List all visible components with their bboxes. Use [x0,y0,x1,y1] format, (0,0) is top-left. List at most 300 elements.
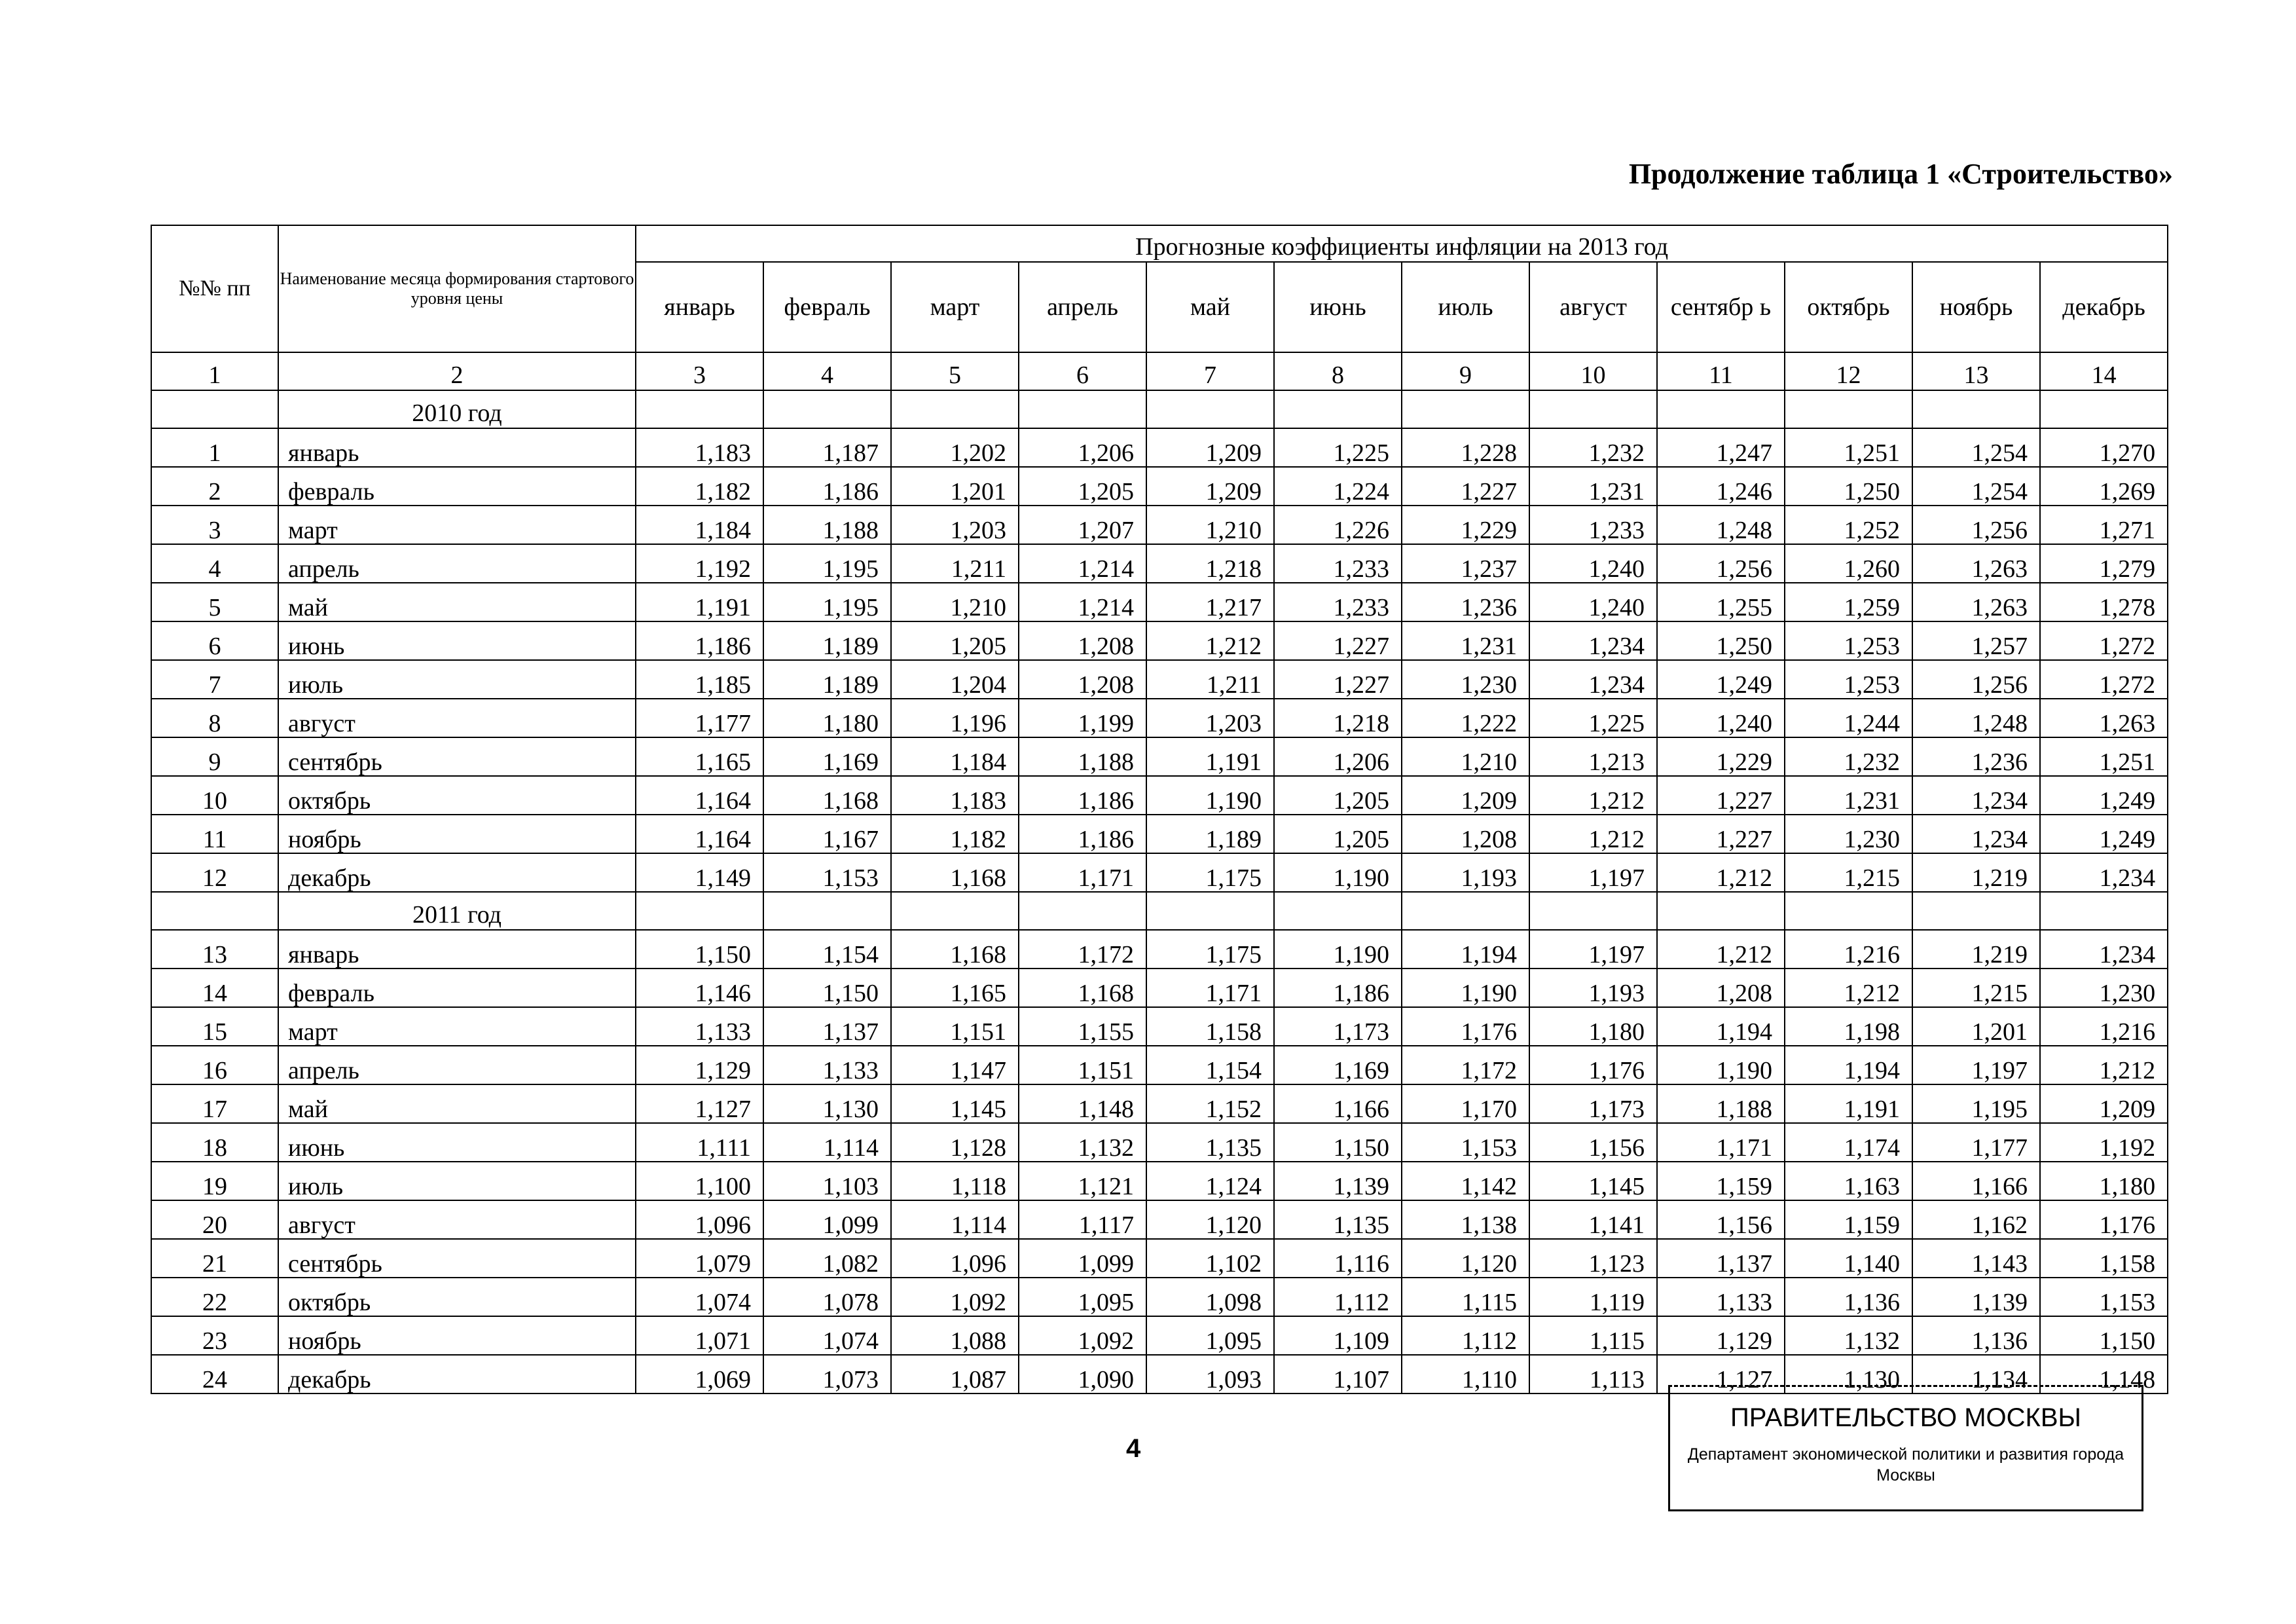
coefficient-cell: 1,215 [1912,969,2040,1007]
row-month-cell: июнь [278,1123,636,1162]
coefficient-cell: 1,115 [1402,1278,1529,1316]
table-row [151,969,2168,1007]
row-number-cell: 23 [151,1316,278,1355]
coefficient-cell: 1,192 [2040,1123,2168,1162]
row-month-cell: февраль [278,467,636,506]
coefficient-cell: 1,263 [1912,544,2040,583]
document-title: Продолжение таблица 1 «Строительство» [1628,158,2173,190]
empty-cell [1657,390,1785,428]
coefficient-cell: 1,136 [1785,1278,1912,1316]
coefficient-cell: 1,191 [1785,1084,1912,1123]
coefficient-cell: 1,271 [2040,506,2168,544]
coefficient-cell: 1,127 [636,1084,763,1123]
coefficient-cell: 1,192 [636,544,763,583]
coefficient-cell: 1,100 [636,1162,763,1200]
coefficient-cell: 1,175 [1146,930,1274,969]
coefficient-cell: 1,186 [1019,815,1146,853]
coefficient-cell: 1,233 [1274,583,1402,621]
empty-cell [1402,892,1529,930]
coefficient-cell: 1,227 [1657,815,1785,853]
coefficient-cell: 1,247 [1657,428,1785,467]
coefficient-cell: 1,232 [1785,737,1912,776]
column-index-cell: 11 [1657,352,1785,390]
coefficient-cell: 1,171 [1657,1123,1785,1162]
coefficient-cell: 1,212 [1529,815,1657,853]
column-header-month: август [1529,262,1657,352]
coefficient-cell: 1,129 [636,1046,763,1084]
coefficient-cell: 1,225 [1274,428,1402,467]
coefficient-cell: 1,208 [1657,969,1785,1007]
coefficient-cell: 1,212 [2040,1046,2168,1084]
row-month-cell: март [278,1007,636,1046]
coefficient-cell: 1,209 [2040,1084,2168,1123]
coefficient-cell: 1,156 [1657,1200,1785,1239]
coefficient-cell: 1,229 [1657,737,1785,776]
coefficient-cell: 1,194 [1657,1007,1785,1046]
coefficient-cell: 1,224 [1274,467,1402,506]
table-row [151,815,2168,853]
coefficient-cell: 1,248 [1912,699,2040,737]
row-number-cell: 10 [151,776,278,815]
row-month-cell: май [278,1084,636,1123]
coefficient-cell: 1,176 [2040,1200,2168,1239]
column-index-cell: 8 [1274,352,1402,390]
coefficient-cell: 1,212 [1657,853,1785,892]
column-header-month: февраль [763,262,891,352]
coefficient-cell: 1,135 [1274,1200,1402,1239]
row-number-cell: 24 [151,1355,278,1393]
coefficient-cell: 1,130 [1785,1355,1912,1393]
coefficient-cell: 1,095 [1019,1278,1146,1316]
row-month-cell: июль [278,660,636,699]
table-row [151,1316,2168,1355]
coefficient-cell: 1,195 [763,583,891,621]
column-header-month: июнь [1274,262,1402,352]
table-row [151,506,2168,544]
coefficient-cell: 1,173 [1274,1007,1402,1046]
table-row [151,776,2168,815]
empty-cell [1657,892,1785,930]
coefficient-cell: 1,217 [1146,583,1274,621]
coefficient-cell: 1,201 [891,467,1019,506]
empty-cell [891,390,1019,428]
coefficient-cell: 1,180 [1529,1007,1657,1046]
empty-cell [1146,390,1274,428]
coefficient-cell: 1,092 [891,1278,1019,1316]
coefficient-cell: 1,154 [1146,1046,1274,1084]
table-row [151,1200,2168,1239]
coefficient-cell: 1,231 [1785,776,1912,815]
empty-cell [1529,390,1657,428]
coefficient-cell: 1,196 [891,699,1019,737]
coefficient-cell: 1,205 [1274,776,1402,815]
coefficient-cell: 1,212 [1657,930,1785,969]
coefficient-cell: 1,212 [1529,776,1657,815]
coefficient-cell: 1,172 [1019,930,1146,969]
coefficient-cell: 1,087 [891,1355,1019,1393]
column-index-cell: 9 [1402,352,1529,390]
coefficient-cell: 1,120 [1146,1200,1274,1239]
row-month-cell: июль [278,1162,636,1200]
coefficient-cell: 1,150 [2040,1316,2168,1355]
coefficient-cell: 1,133 [636,1007,763,1046]
coefficient-cell: 1,171 [1019,853,1146,892]
coefficient-cell: 1,253 [1785,660,1912,699]
coefficient-cell: 1,234 [1912,815,2040,853]
coefficient-cell: 1,188 [763,506,891,544]
coefficient-cell: 1,168 [763,776,891,815]
coefficient-cell: 1,227 [1274,660,1402,699]
coefficient-cell: 1,214 [1019,583,1146,621]
row-month-cell: март [278,506,636,544]
empty-cell [1912,892,2040,930]
coefficient-cell: 1,139 [1912,1278,2040,1316]
year-label: 2010 год [278,390,636,428]
column-header-name: Наименование месяца формирования стартового уровня цены [278,225,636,352]
coefficient-cell: 1,109 [1274,1316,1402,1355]
coefficient-cell: 1,250 [1657,621,1785,660]
table-row [151,544,2168,583]
coefficient-cell: 1,099 [1019,1239,1146,1278]
coefficient-cell: 1,257 [1912,621,2040,660]
row-month-cell: сентябрь [278,1239,636,1278]
empty-cell [1274,892,1402,930]
row-number-cell: 12 [151,853,278,892]
empty-cell [151,390,278,428]
row-number-cell: 3 [151,506,278,544]
coefficient-cell: 1,256 [1912,506,2040,544]
coefficient-cell: 1,150 [763,969,891,1007]
coefficient-cell: 1,119 [1529,1278,1657,1316]
coefficient-cell: 1,234 [1529,621,1657,660]
page-number: 4 [1126,1434,1141,1463]
row-number-cell: 8 [151,699,278,737]
coefficient-cell: 1,071 [636,1316,763,1355]
row-number-cell: 15 [151,1007,278,1046]
empty-cell [1529,892,1657,930]
coefficient-cell: 1,206 [1019,428,1146,467]
coefficient-cell: 1,205 [1019,467,1146,506]
department-stamp [1668,1385,2143,1511]
stamp-dashed-border [1668,1385,2143,1387]
coefficient-cell: 1,253 [1785,621,1912,660]
coefficient-cell: 1,197 [1912,1046,2040,1084]
coefficient-cell: 1,199 [1019,699,1146,737]
coefficient-cell: 1,180 [763,699,891,737]
coefficient-cell: 1,195 [1912,1084,2040,1123]
column-index-cell: 14 [2040,352,2168,390]
coefficient-cell: 1,150 [636,930,763,969]
coefficient-cell: 1,230 [1402,660,1529,699]
row-number-cell: 20 [151,1200,278,1239]
coefficient-cell: 1,210 [891,583,1019,621]
row-month-cell: август [278,699,636,737]
column-header-month: декабрь [2040,262,2168,352]
coefficient-cell: 1,133 [763,1046,891,1084]
coefficient-cell: 1,236 [1402,583,1529,621]
row-number-cell: 7 [151,660,278,699]
coefficient-cell: 1,190 [1402,969,1529,1007]
coefficient-cell: 1,175 [1146,853,1274,892]
row-number-cell: 13 [151,930,278,969]
coefficient-cell: 1,219 [1912,853,2040,892]
coefficient-cell: 1,112 [1402,1316,1529,1355]
coefficient-cell: 1,209 [1146,467,1274,506]
coefficient-cell: 1,163 [1785,1162,1912,1200]
coefficient-cell: 1,128 [891,1123,1019,1162]
row-month-cell: январь [278,930,636,969]
column-header-month: апрель [1019,262,1146,352]
coefficient-cell: 1,219 [1912,930,2040,969]
coefficient-cell: 1,260 [1785,544,1912,583]
coefficient-cell: 1,185 [636,660,763,699]
column-index-cell: 1 [151,352,278,390]
coefficient-cell: 1,232 [1529,428,1657,467]
coefficient-cell: 1,198 [1785,1007,1912,1046]
coefficient-cell: 1,092 [1019,1316,1146,1355]
row-month-cell: декабрь [278,1355,636,1393]
coefficient-cell: 1,164 [636,815,763,853]
coefficient-cell: 1,236 [1912,737,2040,776]
coefficient-cell: 1,145 [1529,1162,1657,1200]
coefficient-cell: 1,176 [1402,1007,1529,1046]
coefficient-cell: 1,074 [763,1316,891,1355]
coefficient-cell: 1,216 [2040,1007,2168,1046]
column-header-month: март [891,262,1019,352]
coefficient-cell: 1,159 [1657,1162,1785,1200]
coefficient-cell: 1,155 [1019,1007,1146,1046]
coefficient-cell: 1,214 [1019,544,1146,583]
row-number-cell: 22 [151,1278,278,1316]
empty-cell [1019,892,1146,930]
coefficient-cell: 1,176 [1529,1046,1657,1084]
coefficient-cell: 1,234 [1912,776,2040,815]
empty-cell [151,892,278,930]
coefficient-cell: 1,210 [1402,737,1529,776]
coefficient-cell: 1,218 [1274,699,1402,737]
coefficient-cell: 1,118 [891,1162,1019,1200]
coefficient-cell: 1,208 [1019,660,1146,699]
coefficient-cell: 1,189 [1146,815,1274,853]
row-month-cell: ноябрь [278,1316,636,1355]
coefficient-cell: 1,140 [1785,1239,1912,1278]
row-month-cell: апрель [278,1046,636,1084]
table-row [151,1084,2168,1123]
coefficient-cell: 1,272 [2040,621,2168,660]
coefficient-cell: 1,158 [2040,1239,2168,1278]
coefficient-cell: 1,234 [2040,930,2168,969]
coefficient-cell: 1,121 [1019,1162,1146,1200]
coefficient-cell: 1,183 [891,776,1019,815]
coefficient-cell: 1,208 [1402,815,1529,853]
coefficient-cell: 1,249 [2040,815,2168,853]
empty-cell [1019,390,1146,428]
coefficient-cell: 1,186 [636,621,763,660]
coefficient-cell: 1,123 [1529,1239,1657,1278]
row-number-cell: 16 [151,1046,278,1084]
coefficient-cell: 1,254 [1912,428,2040,467]
coefficient-cell: 1,156 [1529,1123,1657,1162]
table-row [151,1007,2168,1046]
coefficient-cell: 1,190 [1274,930,1402,969]
coefficient-cell: 1,169 [1274,1046,1402,1084]
coefficient-cell: 1,103 [763,1162,891,1200]
coefficient-cell: 1,194 [1785,1046,1912,1084]
coefficient-cell: 1,088 [891,1316,1019,1355]
coefficient-cell: 1,215 [1785,853,1912,892]
empty-cell [1274,390,1402,428]
coefficient-cell: 1,073 [763,1355,891,1393]
table-row [151,1239,2168,1278]
column-index-cell: 10 [1529,352,1657,390]
coefficient-cell: 1,231 [1529,467,1657,506]
row-number-cell: 17 [151,1084,278,1123]
column-header-month: январь [636,262,763,352]
coefficient-cell: 1,127 [1657,1355,1785,1393]
coefficient-cell: 1,206 [1274,737,1402,776]
coefficient-cell: 1,194 [1402,930,1529,969]
coefficient-cell: 1,098 [1146,1278,1274,1316]
coefficient-cell: 1,227 [1657,776,1785,815]
coefficient-cell: 1,137 [763,1007,891,1046]
column-header-month: октябрь [1785,262,1912,352]
column-index-cell: 4 [763,352,891,390]
coefficient-cell: 1,168 [891,930,1019,969]
coefficient-cell: 1,112 [1274,1278,1402,1316]
coefficient-cell: 1,183 [636,428,763,467]
row-month-cell: октябрь [278,1278,636,1316]
coefficient-cell: 1,270 [2040,428,2168,467]
coefficient-cell: 1,168 [891,853,1019,892]
coefficient-cell: 1,190 [1146,776,1274,815]
table-row [151,930,2168,969]
coefficient-cell: 1,165 [891,969,1019,1007]
row-number-cell: 9 [151,737,278,776]
coefficient-cell: 1,182 [891,815,1019,853]
coefficient-cell: 1,166 [1912,1162,2040,1200]
coefficient-cell: 1,165 [636,737,763,776]
coefficient-cell: 1,153 [1402,1123,1529,1162]
table-body [151,390,2168,1393]
coefficient-cell: 1,212 [1785,969,1912,1007]
coefficient-cell: 1,250 [1785,467,1912,506]
coefficient-cell: 1,202 [891,428,1019,467]
column-index-cell: 13 [1912,352,2040,390]
coefficient-cell: 1,263 [1912,583,2040,621]
coefficient-cell: 1,095 [1146,1316,1274,1355]
column-index-cell: 6 [1019,352,1146,390]
row-month-cell: январь [278,428,636,467]
coefficient-cell: 1,116 [1274,1239,1402,1278]
empty-cell [636,390,763,428]
coefficient-cell: 1,174 [1785,1123,1912,1162]
coefficient-cell: 1,139 [1274,1162,1402,1200]
empty-cell [2040,390,2168,428]
coefficient-cell: 1,180 [2040,1162,2168,1200]
table-row [151,621,2168,660]
coefficient-cell: 1,263 [2040,699,2168,737]
row-number-cell: 11 [151,815,278,853]
coefficient-cell: 1,203 [891,506,1019,544]
table-row [151,583,2168,621]
year-group-row [151,390,2168,428]
coefficient-cell: 1,132 [1019,1123,1146,1162]
inflation-table [151,225,2168,1394]
column-header-month: сентябр ь [1657,262,1785,352]
coefficient-cell: 1,254 [1912,467,2040,506]
year-group-row [151,892,2168,930]
coefficient-cell: 1,213 [1529,737,1657,776]
empty-cell [1402,390,1529,428]
coefficient-cell: 1,186 [1019,776,1146,815]
empty-cell [1785,390,1912,428]
table-row [151,1162,2168,1200]
coefficient-cell: 1,233 [1274,544,1402,583]
coefficient-cell: 1,134 [1912,1355,2040,1393]
coefficient-cell: 1,204 [891,660,1019,699]
coefficient-cell: 1,146 [636,969,763,1007]
coefficient-cell: 1,226 [1274,506,1402,544]
coefficient-cell: 1,153 [763,853,891,892]
coefficient-cell: 1,142 [1402,1162,1529,1200]
coefficient-cell: 1,240 [1529,583,1657,621]
coefficient-cell: 1,251 [1785,428,1912,467]
coefficient-cell: 1,205 [1274,815,1402,853]
coefficient-cell: 1,169 [763,737,891,776]
coefficient-cell: 1,191 [1146,737,1274,776]
stamp-line2: Департамент экономической политики и развития города Москвы [1687,1445,2124,1485]
coefficient-cell: 1,234 [2040,853,2168,892]
coefficient-cell: 1,233 [1529,506,1657,544]
coefficient-cell: 1,082 [763,1239,891,1278]
coefficient-cell: 1,115 [1529,1316,1657,1355]
coefficient-cell: 1,197 [1529,853,1657,892]
coefficient-cell: 1,148 [1019,1084,1146,1123]
coefficient-cell: 1,249 [2040,776,2168,815]
row-month-cell: август [278,1200,636,1239]
row-number-cell: 21 [151,1239,278,1278]
coefficient-cell: 1,259 [1785,583,1912,621]
row-number-cell: 1 [151,428,278,467]
coefficient-cell: 1,152 [1146,1084,1274,1123]
coefficient-cell: 1,107 [1274,1355,1402,1393]
coefficient-cell: 1,164 [636,776,763,815]
coefficient-cell: 1,159 [1785,1200,1912,1239]
coefficient-cell: 1,218 [1146,544,1274,583]
coefficient-cell: 1,195 [763,544,891,583]
empty-cell [763,390,891,428]
coefficient-cell: 1,244 [1785,699,1912,737]
coefficient-cell: 1,114 [891,1200,1019,1239]
coefficient-cell: 1,149 [636,853,763,892]
coefficient-cell: 1,229 [1402,506,1529,544]
coefficient-cell: 1,186 [763,467,891,506]
coefficient-cell: 1,197 [1529,930,1657,969]
coefficient-cell: 1,190 [1274,853,1402,892]
coefficient-cell: 1,269 [2040,467,2168,506]
coefficient-cell: 1,225 [1529,699,1657,737]
column-header-month: май [1146,262,1274,352]
stamp-line1: ПРАВИТЕЛЬСТВО МОСКВЫ [1730,1403,2081,1432]
row-number-cell: 6 [151,621,278,660]
row-number-cell: 14 [151,969,278,1007]
coefficient-cell: 1,090 [1019,1355,1146,1393]
row-number-cell: 2 [151,467,278,506]
coefficient-cell: 1,234 [1529,660,1657,699]
coefficient-cell: 1,145 [891,1084,1019,1123]
empty-cell [891,892,1019,930]
coefficient-cell: 1,151 [891,1007,1019,1046]
